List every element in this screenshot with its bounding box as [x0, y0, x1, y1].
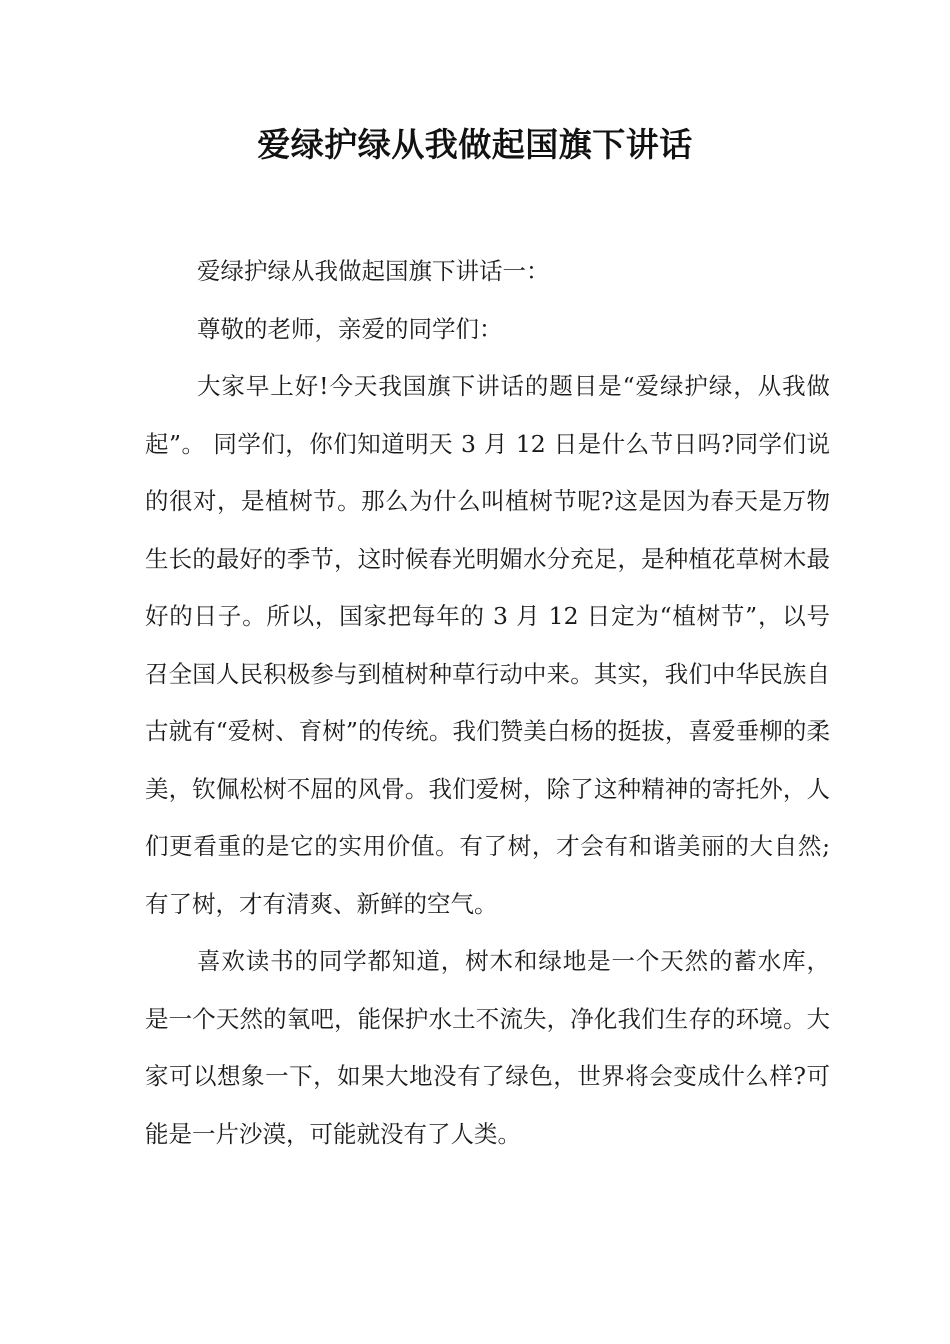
document-body: [145, 243, 830, 1163]
paragraph-body: 大家早上好!今天我国旗下讲话的题目是“爱绿护绿，从我做起”。 同学们，你们知道明天 3 月 12 日是什么节日吗?同学们说的很对，是植树节。那么为什么叫植树节呢?这是因为春天是万物生长的最好的季节，这时候春光明媚水分充足，是种植花草树木最好的日子。所以，国家把每年的 3 月 12 日定为“植树节”，以号召全国人民积极参与到植树种草行动中来。其实，我们中华民族自古就有“爱树、育树”的传统。我们赞美白杨的挺拔，喜爱垂柳的柔美，钦佩松树不屈的风骨。我们爱树，除了这种精神的寄托外，人们更看重的是它的实用价值。有了树，才会有和谐美丽的大自然;有了树，才有清爽、新鲜的空气。: [145, 372, 830, 918]
document-title: 爱绿护绿从我做起国旗下讲话: [257, 125, 693, 164]
paragraph-body: 喜欢读书的同学都知道，树木和绿地是一个天然的蓄水库，是一个天然的氧吧，能保护水土不流失，净化我们生存的环境。大家可以想象一下，如果大地没有了绿色，世界将会变成什么样?可能是一片沙漠，可能就没有了人类。: [145, 947, 830, 1148]
paragraph-heading: 爱绿护绿从我做起国旗下讲话一：: [197, 257, 550, 285]
paragraph-salutation: 尊敬的老师，亲爱的同学们：: [197, 314, 503, 343]
